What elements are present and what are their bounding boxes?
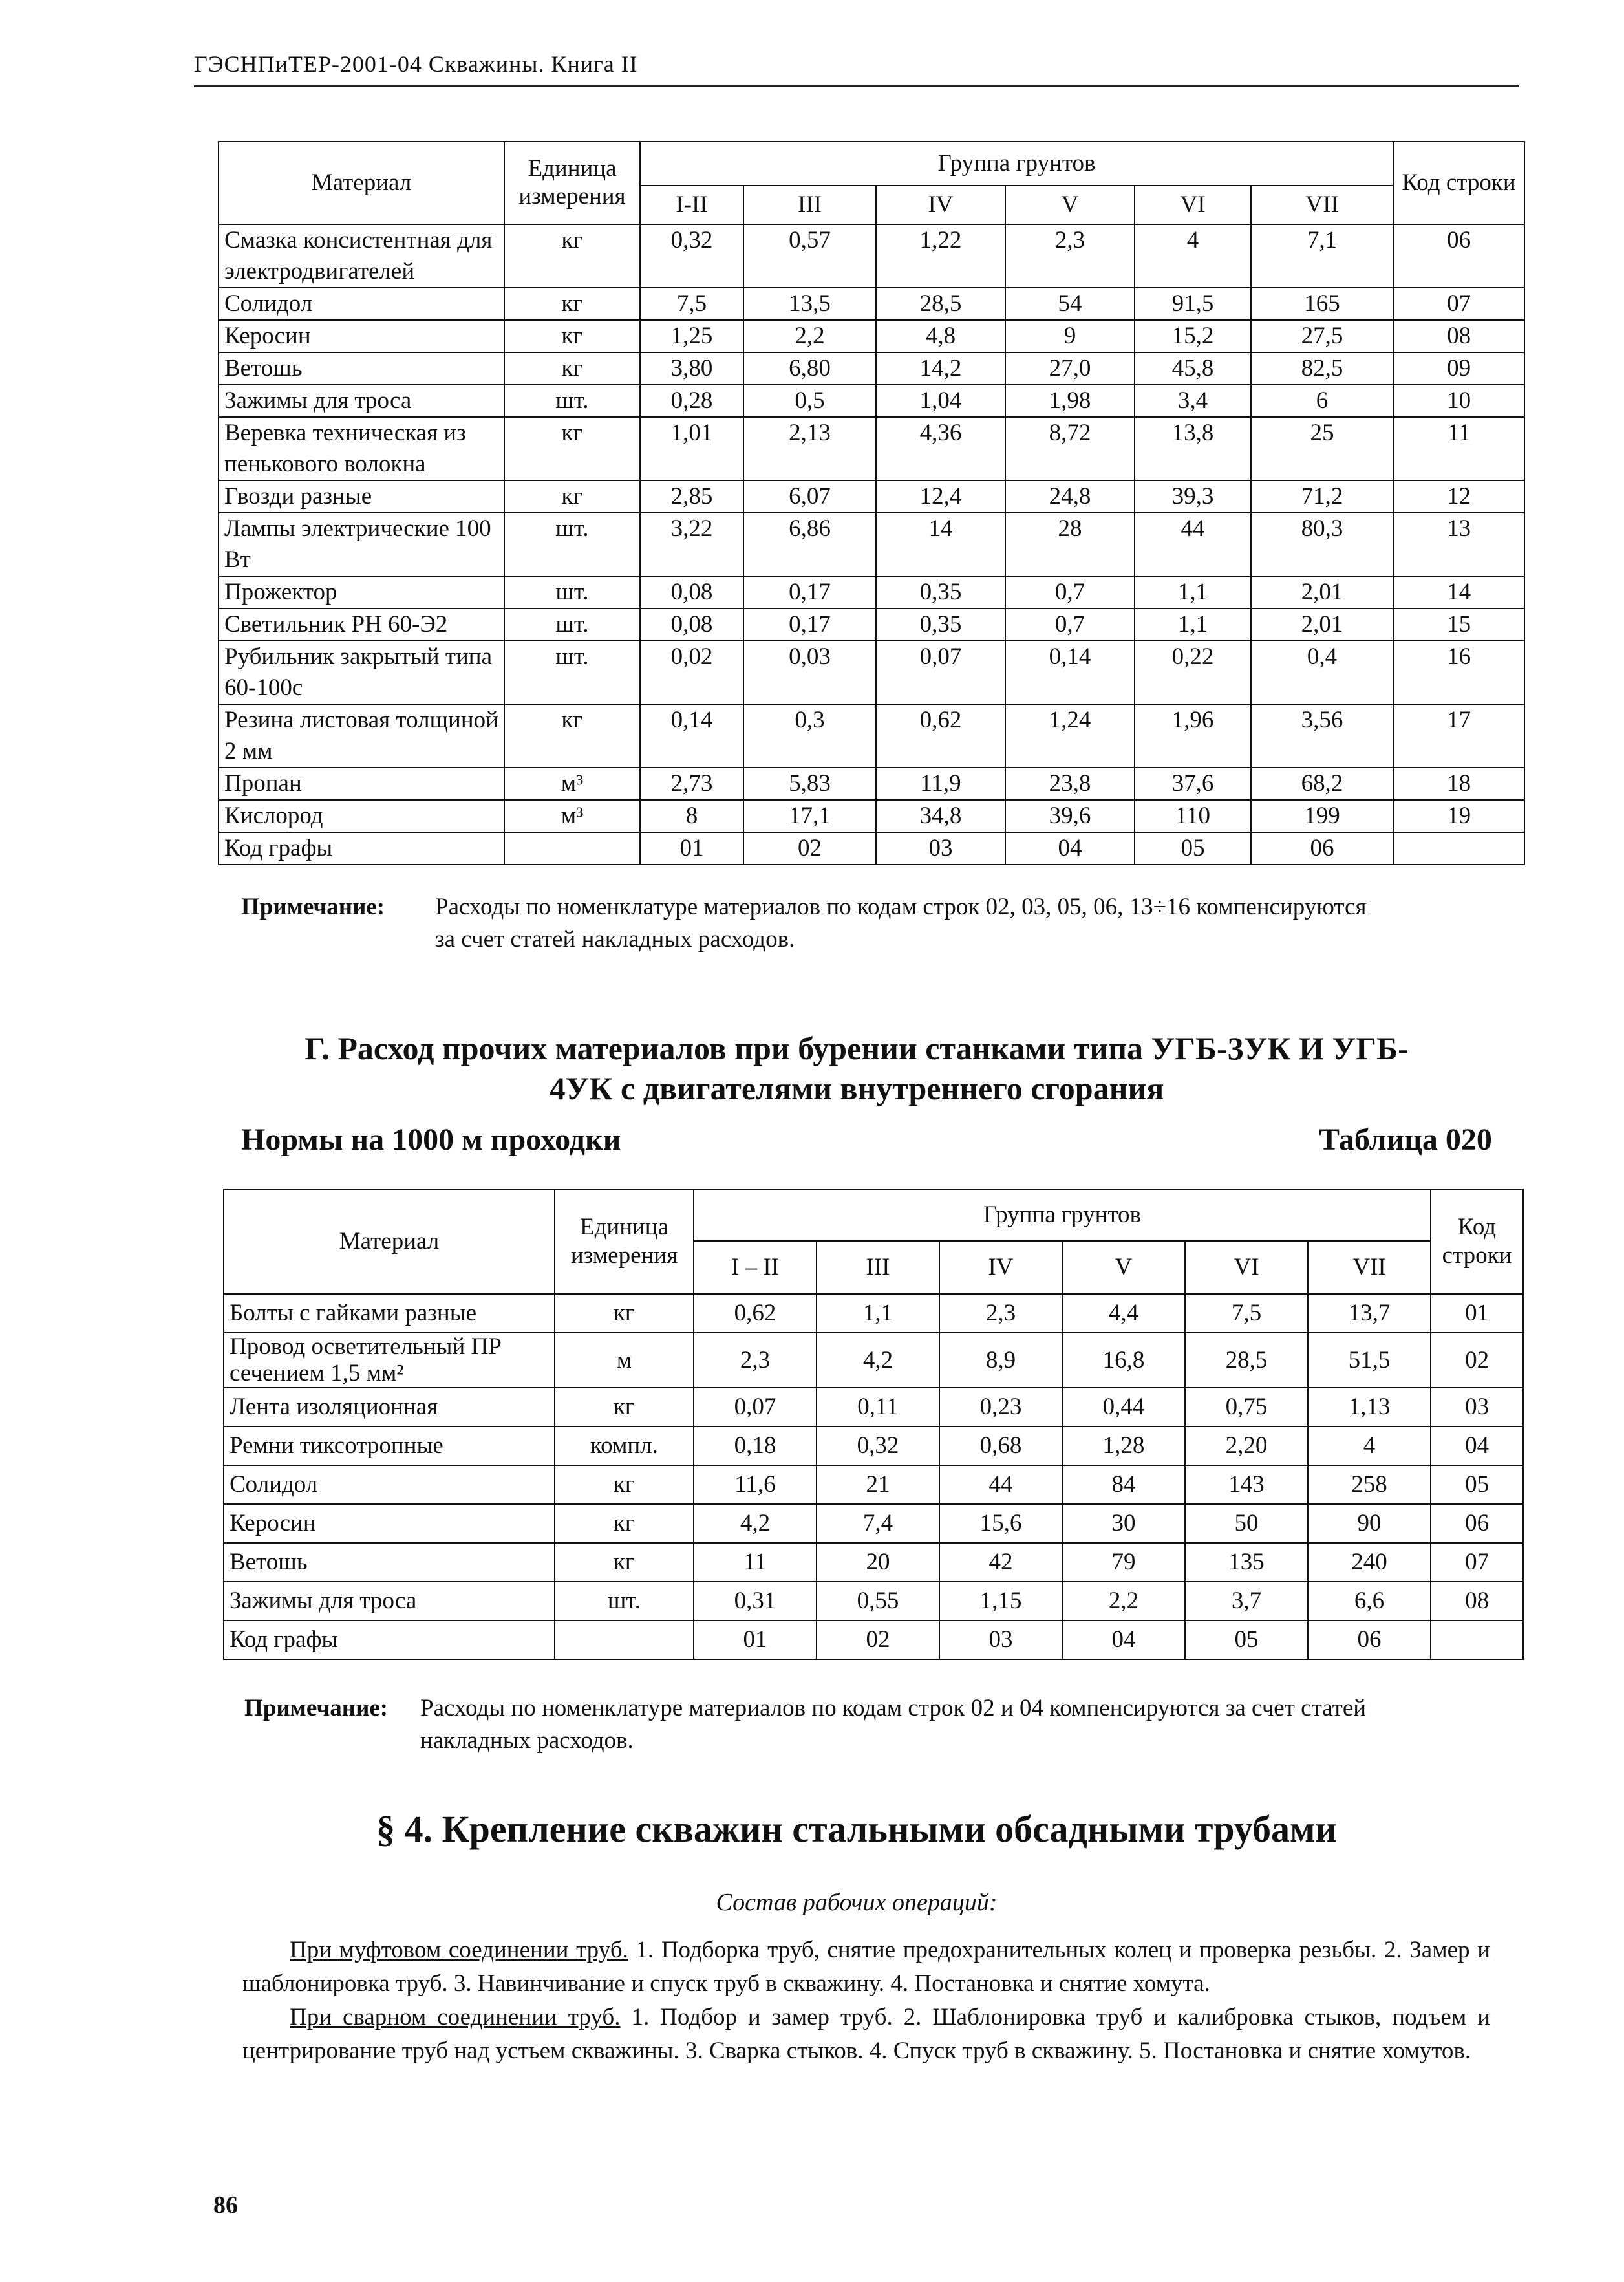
value-cell: 2,3 xyxy=(939,1294,1062,1333)
value-cell: 258 xyxy=(1308,1465,1431,1504)
row-code-cell: 06 xyxy=(1431,1504,1523,1543)
value-cell: 0,08 xyxy=(640,576,743,608)
value-cell: 12,4 xyxy=(876,480,1005,513)
unit-cell: шт. xyxy=(504,576,640,608)
value-cell: 28,5 xyxy=(1185,1333,1308,1388)
unit-cell xyxy=(555,1620,694,1659)
value-cell: 0,28 xyxy=(640,385,743,417)
group-col-header: I-II xyxy=(640,186,743,224)
value-cell: 03 xyxy=(876,832,1005,865)
value-cell: 7,5 xyxy=(1185,1294,1308,1333)
col-material-header: Материал xyxy=(219,142,504,224)
row-code-cell: 16 xyxy=(1393,641,1524,704)
row-code-cell: 06 xyxy=(1393,224,1524,288)
group-col-header: V xyxy=(1062,1241,1185,1294)
table-row xyxy=(219,704,1524,768)
paragraph-lead: При муфтовом соединении труб. xyxy=(290,1937,628,1963)
value-cell: 0,57 xyxy=(743,224,876,288)
table-row xyxy=(219,224,1524,288)
value-cell: 0,68 xyxy=(939,1426,1062,1465)
table-row xyxy=(219,385,1524,417)
material-name-cell: Гвозди разные xyxy=(219,480,504,513)
unit-cell: шт. xyxy=(504,385,640,417)
group-col-header: V xyxy=(1005,186,1135,224)
value-cell: 45,8 xyxy=(1135,352,1251,385)
material-name-cell: Солидол xyxy=(224,1465,555,1504)
value-cell: 80,3 xyxy=(1251,513,1393,576)
value-cell: 27,0 xyxy=(1005,352,1135,385)
unit-cell: кг xyxy=(555,1294,694,1333)
unit-cell: кг xyxy=(504,224,640,288)
value-cell: 1,1 xyxy=(817,1294,939,1333)
value-cell: 39,6 xyxy=(1005,800,1135,832)
table-row xyxy=(224,1582,1523,1620)
value-cell: 04 xyxy=(1005,832,1135,865)
table-row xyxy=(219,800,1524,832)
unit-cell: кг xyxy=(504,704,640,768)
material-name-cell: Ветошь xyxy=(224,1543,555,1582)
table-row xyxy=(219,288,1524,320)
value-cell: 4 xyxy=(1135,224,1251,288)
value-cell: 23,8 xyxy=(1005,768,1135,800)
value-cell: 21 xyxy=(817,1465,939,1504)
value-cell: 1,04 xyxy=(876,385,1005,417)
unit-cell: шт. xyxy=(555,1582,694,1620)
value-cell: 68,2 xyxy=(1251,768,1393,800)
value-cell: 2,2 xyxy=(1062,1582,1185,1620)
value-cell: 06 xyxy=(1308,1620,1431,1659)
unit-cell: кг xyxy=(555,1543,694,1582)
value-cell: 2,2 xyxy=(743,320,876,352)
value-cell: 9 xyxy=(1005,320,1135,352)
unit-cell: кг xyxy=(555,1465,694,1504)
value-cell: 6 xyxy=(1251,385,1393,417)
row-code-cell: 05 xyxy=(1431,1465,1523,1504)
value-cell: 1,1 xyxy=(1135,608,1251,641)
group-col-header: I – II xyxy=(694,1241,817,1294)
table-row xyxy=(219,608,1524,641)
material-name-cell: Прожектор xyxy=(219,576,504,608)
value-cell: 0,4 xyxy=(1251,641,1393,704)
value-cell: 1,98 xyxy=(1005,385,1135,417)
group-col-header: VI xyxy=(1185,1241,1308,1294)
value-cell: 165 xyxy=(1251,288,1393,320)
material-name-cell: Керосин xyxy=(219,320,504,352)
value-cell: 110 xyxy=(1135,800,1251,832)
value-cell: 0,08 xyxy=(640,608,743,641)
table-footer-row xyxy=(219,832,1524,865)
material-name-cell: Болты с гайками разные xyxy=(224,1294,555,1333)
value-cell: 17,1 xyxy=(743,800,876,832)
value-cell: 1,22 xyxy=(876,224,1005,288)
material-name-cell: Солидол xyxy=(219,288,504,320)
row-code-cell: 13 xyxy=(1393,513,1524,576)
table-row xyxy=(224,1294,1523,1333)
material-name-cell: Лента изоляционная xyxy=(224,1388,555,1426)
value-cell: 4,4 xyxy=(1062,1294,1185,1333)
value-cell: 8 xyxy=(640,800,743,832)
row-code-cell: 15 xyxy=(1393,608,1524,641)
value-cell: 2,85 xyxy=(640,480,743,513)
row-code-cell: 11 xyxy=(1393,417,1524,480)
value-cell: 15,6 xyxy=(939,1504,1062,1543)
row-code-cell xyxy=(1393,832,1524,865)
paragraph-welded xyxy=(242,2001,1490,2068)
materials-table-2 xyxy=(223,1189,1524,1660)
value-cell: 0,18 xyxy=(694,1426,817,1465)
value-cell: 37,6 xyxy=(1135,768,1251,800)
group-col-header: IV xyxy=(876,186,1005,224)
value-cell: 0,07 xyxy=(694,1388,817,1426)
table-row xyxy=(219,641,1524,704)
value-cell: 39,3 xyxy=(1135,480,1251,513)
row-code-cell: 14 xyxy=(1393,576,1524,608)
value-cell: 1,15 xyxy=(939,1582,1062,1620)
table-row xyxy=(219,352,1524,385)
value-cell: 0,03 xyxy=(743,641,876,704)
value-cell: 11,6 xyxy=(694,1465,817,1504)
row-code-cell: 09 xyxy=(1393,352,1524,385)
col-group-header: Группа грунтов xyxy=(694,1189,1431,1241)
value-cell: 90 xyxy=(1308,1504,1431,1543)
value-cell: 51,5 xyxy=(1308,1333,1431,1388)
value-cell: 0,55 xyxy=(817,1582,939,1620)
value-cell: 0,17 xyxy=(743,576,876,608)
value-cell: 11,9 xyxy=(876,768,1005,800)
value-cell: 1,96 xyxy=(1135,704,1251,768)
value-cell: 82,5 xyxy=(1251,352,1393,385)
value-cell: 25 xyxy=(1251,417,1393,480)
note-line: за счет статей накладных расходов. xyxy=(435,926,795,953)
value-cell: 0,14 xyxy=(1005,641,1135,704)
value-cell: 6,6 xyxy=(1308,1582,1431,1620)
value-cell: 01 xyxy=(694,1620,817,1659)
value-cell: 0,17 xyxy=(743,608,876,641)
value-cell: 0,7 xyxy=(1005,608,1135,641)
value-cell: 0,62 xyxy=(694,1294,817,1333)
row-code-cell: 03 xyxy=(1431,1388,1523,1426)
row-code-cell: 08 xyxy=(1393,320,1524,352)
value-cell: 4,2 xyxy=(694,1504,817,1543)
value-cell: 0,44 xyxy=(1062,1388,1185,1426)
unit-cell: кг xyxy=(555,1388,694,1426)
value-cell: 44 xyxy=(939,1465,1062,1504)
value-cell: 1,13 xyxy=(1308,1388,1431,1426)
material-name-cell: Керосин xyxy=(224,1504,555,1543)
value-cell: 2,01 xyxy=(1251,576,1393,608)
value-cell: 0,75 xyxy=(1185,1388,1308,1426)
row-code-cell: 12 xyxy=(1393,480,1524,513)
material-name-cell: Резина листовая толщиной 2 мм xyxy=(219,704,504,768)
paragraph-text: 1. Подборка труб, снятие предохранительных колец и проверка резьбы. 2. Замер и шаблонировка труб. 3. Навинчивание и спуск труб в скважину. 4. Постановка и снятие хомута. xyxy=(242,1937,1490,1997)
table-row xyxy=(224,1388,1523,1426)
value-cell: 0,07 xyxy=(876,641,1005,704)
value-cell: 1,28 xyxy=(1062,1426,1185,1465)
material-name-cell: Зажимы для троса xyxy=(219,385,504,417)
note-label: Примечание: xyxy=(244,1695,389,1721)
row-code-cell: 19 xyxy=(1393,800,1524,832)
row-code-cell: 02 xyxy=(1431,1333,1523,1388)
value-cell: 15,2 xyxy=(1135,320,1251,352)
unit-cell: шт. xyxy=(504,608,640,641)
material-name-cell: Кислород xyxy=(219,800,504,832)
unit-cell: кг xyxy=(555,1504,694,1543)
table2-body xyxy=(224,1294,1523,1659)
col-code-header: Код строки xyxy=(1431,1189,1523,1294)
unit-cell: кг xyxy=(504,288,640,320)
value-cell: 79 xyxy=(1062,1543,1185,1582)
unit-cell: компл. xyxy=(555,1426,694,1465)
value-cell: 0,35 xyxy=(876,576,1005,608)
value-cell: 27,5 xyxy=(1251,320,1393,352)
row-code-cell: 10 xyxy=(1393,385,1524,417)
table-row xyxy=(219,480,1524,513)
value-cell: 71,2 xyxy=(1251,480,1393,513)
value-cell: 24,8 xyxy=(1005,480,1135,513)
section-g-title-line: Г. Расход прочих материалов при бурении станками типа УГБ-3УК И УГБ- xyxy=(304,1030,1409,1066)
operations-title: Состав рабочих операций: xyxy=(716,1889,998,1916)
value-cell: 91,5 xyxy=(1135,288,1251,320)
value-cell: 50 xyxy=(1185,1504,1308,1543)
section-g-title-line: 4УК с двигателями внутреннего сгорания xyxy=(549,1070,1164,1106)
running-header: ГЭСНПиТЕР-2001-04 Скважины. Книга II xyxy=(194,51,638,77)
note-line: Расходы по номенклатуре материалов по кодам строк 02, 03, 05, 06, 13÷16 компенсируются xyxy=(435,894,1367,920)
value-cell: 84 xyxy=(1062,1465,1185,1504)
value-cell: 1,25 xyxy=(640,320,743,352)
value-cell: 2,20 xyxy=(1185,1426,1308,1465)
row-code-cell: 07 xyxy=(1393,288,1524,320)
row-code-cell: 18 xyxy=(1393,768,1524,800)
value-cell: 05 xyxy=(1185,1620,1308,1659)
value-cell: 0,14 xyxy=(640,704,743,768)
unit-cell: м³ xyxy=(504,800,640,832)
col-group-header: Группа грунтов xyxy=(640,142,1393,186)
group-col-header: VII xyxy=(1251,186,1393,224)
value-cell: 8,72 xyxy=(1005,417,1135,480)
unit-cell: кг xyxy=(504,352,640,385)
value-cell: 13,8 xyxy=(1135,417,1251,480)
value-cell: 0,22 xyxy=(1135,641,1251,704)
value-cell: 04 xyxy=(1062,1620,1185,1659)
value-cell: 1,24 xyxy=(1005,704,1135,768)
col-unit-header: Единица измерения xyxy=(555,1189,694,1294)
material-name-cell: Код графы xyxy=(224,1620,555,1659)
table-footer-row xyxy=(224,1620,1523,1659)
value-cell: 0,23 xyxy=(939,1388,1062,1426)
material-name-cell: Зажимы для троса xyxy=(224,1582,555,1620)
value-cell: 4,2 xyxy=(817,1333,939,1388)
value-cell: 30 xyxy=(1062,1504,1185,1543)
value-cell: 14 xyxy=(876,513,1005,576)
group-col-header: III xyxy=(817,1241,939,1294)
value-cell: 2,73 xyxy=(640,768,743,800)
material-name-cell: Пропан xyxy=(219,768,504,800)
value-cell: 3,56 xyxy=(1251,704,1393,768)
value-cell: 1,1 xyxy=(1135,576,1251,608)
row-code-cell: 07 xyxy=(1431,1543,1523,1582)
material-name-cell: Веревка техническая из пенькового волокна xyxy=(219,417,504,480)
value-cell: 199 xyxy=(1251,800,1393,832)
value-cell: 6,07 xyxy=(743,480,876,513)
value-cell: 16,8 xyxy=(1062,1333,1185,1388)
paragraph-coupling xyxy=(242,1933,1490,2001)
material-name-cell: Смазка консистентная для электродвигателей xyxy=(219,224,504,288)
value-cell: 1,01 xyxy=(640,417,743,480)
section-4-title: § 4. Крепление скважин стальными обсадными трубами xyxy=(376,1808,1337,1850)
row-code-cell: 01 xyxy=(1431,1294,1523,1333)
value-cell: 0,31 xyxy=(694,1582,817,1620)
unit-cell: м³ xyxy=(504,768,640,800)
value-cell: 54 xyxy=(1005,288,1135,320)
col-code-header: Код строки xyxy=(1393,142,1524,224)
col-material-header: Материал xyxy=(224,1189,555,1294)
table-row xyxy=(219,768,1524,800)
unit-cell: м xyxy=(555,1333,694,1388)
value-cell: 4 xyxy=(1308,1426,1431,1465)
material-name-cell: Ветошь xyxy=(219,352,504,385)
unit-cell: кг xyxy=(504,480,640,513)
table-row xyxy=(224,1426,1523,1465)
note-line: накладных расходов. xyxy=(420,1727,634,1754)
unit-cell: кг xyxy=(504,320,640,352)
value-cell: 6,86 xyxy=(743,513,876,576)
group-col-header: IV xyxy=(939,1241,1062,1294)
row-code-cell: 17 xyxy=(1393,704,1524,768)
value-cell: 0,32 xyxy=(640,224,743,288)
value-cell: 5,83 xyxy=(743,768,876,800)
row-code-cell: 04 xyxy=(1431,1426,1523,1465)
value-cell: 7,4 xyxy=(817,1504,939,1543)
value-cell: 20 xyxy=(817,1543,939,1582)
table-row xyxy=(219,417,1524,480)
value-cell: 4,36 xyxy=(876,417,1005,480)
material-name-cell: Провод осветительный ПР сечением 1,5 мм² xyxy=(224,1333,555,1388)
group-col-header: VII xyxy=(1308,1241,1431,1294)
value-cell: 44 xyxy=(1135,513,1251,576)
table1-body xyxy=(219,224,1524,865)
value-cell: 3,4 xyxy=(1135,385,1251,417)
table-row xyxy=(219,513,1524,576)
value-cell: 11 xyxy=(694,1543,817,1582)
group-col-header: III xyxy=(743,186,876,224)
header-rule xyxy=(194,85,1519,87)
material-name-cell: Ремни тиксотропные xyxy=(224,1426,555,1465)
table-row xyxy=(219,576,1524,608)
note-label: Примечание: xyxy=(241,894,385,920)
value-cell: 240 xyxy=(1308,1543,1431,1582)
value-cell: 7,5 xyxy=(640,288,743,320)
value-cell: 2,3 xyxy=(694,1333,817,1388)
paragraph-text: 1. Подбор и замер труб. 2. Шаблонировка труб и калибровка стыков, подъем и центрирование труб над устьем скважины. 3. Сварка стыков. 4. Спуск труб в скважину. 5. Постановка и снятие хомутов. xyxy=(242,2004,1490,2064)
paragraph-lead: При сварном соединении труб. xyxy=(290,2004,621,2030)
value-cell: 0,35 xyxy=(876,608,1005,641)
value-cell: 28 xyxy=(1005,513,1135,576)
table-label: Таблица 020 xyxy=(1319,1123,1492,1157)
value-cell: 3,80 xyxy=(640,352,743,385)
value-cell: 0,5 xyxy=(743,385,876,417)
value-cell: 02 xyxy=(743,832,876,865)
value-cell: 01 xyxy=(640,832,743,865)
value-cell: 8,9 xyxy=(939,1333,1062,1388)
value-cell: 0,11 xyxy=(817,1388,939,1426)
row-code-cell xyxy=(1431,1620,1523,1659)
unit-cell: шт. xyxy=(504,641,640,704)
material-name-cell: Рубильник закрытый типа 60-100с xyxy=(219,641,504,704)
unit-cell: кг xyxy=(504,417,640,480)
material-name-cell: Лампы электрические 100 Вт xyxy=(219,513,504,576)
table-row xyxy=(224,1333,1523,1388)
value-cell: 03 xyxy=(939,1620,1062,1659)
value-cell: 13,7 xyxy=(1308,1294,1431,1333)
value-cell: 3,7 xyxy=(1185,1582,1308,1620)
materials-table-1 xyxy=(218,141,1525,865)
table-row xyxy=(219,320,1524,352)
section-g-title xyxy=(194,1028,1519,1108)
value-cell: 4,8 xyxy=(876,320,1005,352)
value-cell: 2,01 xyxy=(1251,608,1393,641)
value-cell: 0,3 xyxy=(743,704,876,768)
value-cell: 2,13 xyxy=(743,417,876,480)
table-row xyxy=(224,1465,1523,1504)
value-cell: 13,5 xyxy=(743,288,876,320)
value-cell: 7,1 xyxy=(1251,224,1393,288)
value-cell: 2,3 xyxy=(1005,224,1135,288)
value-cell: 02 xyxy=(817,1620,939,1659)
row-code-cell: 08 xyxy=(1431,1582,1523,1620)
table-row xyxy=(224,1543,1523,1582)
value-cell: 6,80 xyxy=(743,352,876,385)
value-cell: 42 xyxy=(939,1543,1062,1582)
value-cell: 0,7 xyxy=(1005,576,1135,608)
unit-cell: шт. xyxy=(504,513,640,576)
col-unit-header: Единица измерения xyxy=(504,142,640,224)
norms-caption: Нормы на 1000 м проходки xyxy=(241,1123,621,1157)
value-cell: 05 xyxy=(1135,832,1251,865)
material-name-cell: Светильник РН 60-Э2 xyxy=(219,608,504,641)
value-cell: 34,8 xyxy=(876,800,1005,832)
note-text xyxy=(435,891,1521,956)
value-cell: 0,32 xyxy=(817,1426,939,1465)
table-row xyxy=(224,1504,1523,1543)
material-name-cell: Код графы xyxy=(219,832,504,865)
note-line: Расходы по номенклатуре материалов по кодам строк 02 и 04 компенсируются за счет статей xyxy=(420,1695,1367,1721)
value-cell: 28,5 xyxy=(876,288,1005,320)
unit-cell xyxy=(504,832,640,865)
value-cell: 0,02 xyxy=(640,641,743,704)
value-cell: 143 xyxy=(1185,1465,1308,1504)
group-col-header: VI xyxy=(1135,186,1251,224)
page-number: 86 xyxy=(213,2191,238,2219)
note-text xyxy=(420,1692,1519,1757)
value-cell: 135 xyxy=(1185,1543,1308,1582)
value-cell: 06 xyxy=(1251,832,1393,865)
value-cell: 0,62 xyxy=(876,704,1005,768)
value-cell: 14,2 xyxy=(876,352,1005,385)
value-cell: 3,22 xyxy=(640,513,743,576)
